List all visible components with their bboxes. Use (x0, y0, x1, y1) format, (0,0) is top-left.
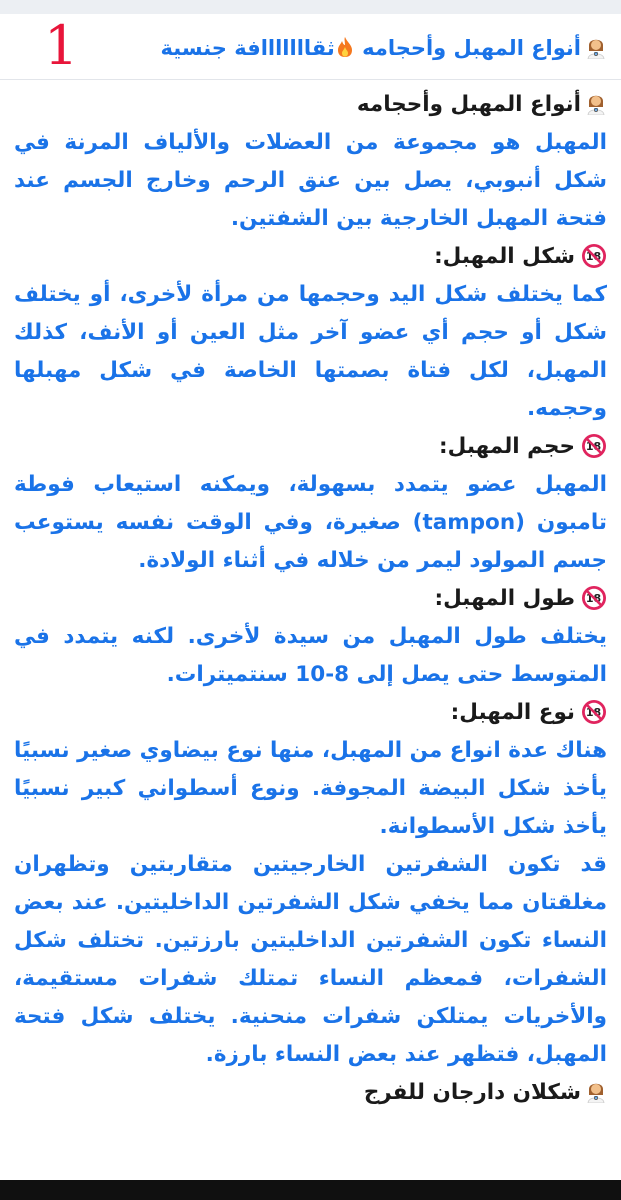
bottom-bar (0, 1180, 621, 1200)
size-heading: حجم المهبل: (439, 434, 575, 459)
forms-heading-line (14, 1074, 607, 1112)
woman-health-worker-icon (585, 91, 607, 115)
size-text-latin: (tampon) (412, 510, 525, 535)
woman-health-worker-icon (585, 1079, 607, 1103)
length-heading-line (14, 580, 607, 618)
length-paragraph: يختلف طول المهبل من سيدة لأخرى. لكنه يتمدد في المتوسط حتى يصل إلى 8-10 سنتميترات. (14, 624, 607, 687)
no-under-eighteen-icon (581, 699, 607, 725)
post-title-part2: ثقااااااافة جنسية (160, 36, 335, 60)
length-heading: طول المهبل: (434, 586, 575, 611)
no-under-eighteen-icon (581, 585, 607, 611)
labia-paragraph: قد تكون الشفرتين الخارجيتين متقاربتين وتظهران مغلقتان مما يخفي شكل الشفرتين الداخليتين. عند بعض النساء تكون الشفرتين الداخليتين بارزتين. تختلف شكل الشفرات، فمعظم النساء تمتلك شفرات مستقيمة، والأخريات يمتلكن شفرات منحنية. يختلف شكل فتحة المهبل، فتظهر عند بعض النساء بارزة. (14, 852, 607, 1067)
woman-health-worker-icon (585, 35, 607, 59)
forms-heading: شكلان دارجان للفرج (363, 1080, 581, 1105)
shape-heading-line (14, 238, 607, 276)
size-paragraph (14, 466, 607, 580)
intro-heading-line (14, 86, 607, 124)
page-number: 1 (44, 14, 79, 77)
intro-heading: أنواع المهبل وأحجامه (356, 92, 581, 117)
no-under-eighteen-icon (581, 433, 607, 459)
post-title (161, 34, 607, 62)
shape-heading: شكل المهبل: (434, 244, 575, 269)
type-heading: نوع المهبل: (450, 700, 575, 725)
post-body (0, 86, 621, 1112)
type-paragraph: هناك عدة انواع من المهبل، منها نوع بيضاوي صغير نسبيًا يأخذ شكل البيضة المجوفة. ونوع أسطواني كبير نسبيًا يأخذ شكل الأسطوانة. (14, 738, 607, 839)
no-under-eighteen-icon (581, 243, 607, 269)
post-title-part1: أنواع المهبل وأحجامه (362, 36, 581, 60)
shape-paragraph: كما يختلف شكل اليد وحجمها من مرأة لأخرى، أو يختلف شكل أو حجم أي عضو آخر مثل العين أو الأنف، كذلك المهبل، لكل فتاة بصمتها الخاصة في شكل مهبلها وحجمه. (14, 282, 607, 421)
post-header (0, 14, 621, 80)
size-text-after: صغيرة، وفي الوقت نفسه يستوعب جسم المولود ليمر من خلاله في أثناء الولادة. (14, 510, 607, 573)
top-strip (0, 0, 621, 15)
size-text-before: المهبل عضو يتمدد بسهولة، ويمكنه استيعاب فوطة تامبون (14, 472, 607, 535)
size-heading-line (14, 428, 607, 466)
type-heading-line (14, 694, 607, 732)
fire-icon (337, 36, 353, 58)
intro-paragraph: المهبل هو مجموعة من العضلات والألياف المرنة في شكل أنبوبي، يصل بين عنق الرحم وخارج الجسم عند فتحة المهبل الخارجية بين الشفتين. (14, 130, 607, 231)
